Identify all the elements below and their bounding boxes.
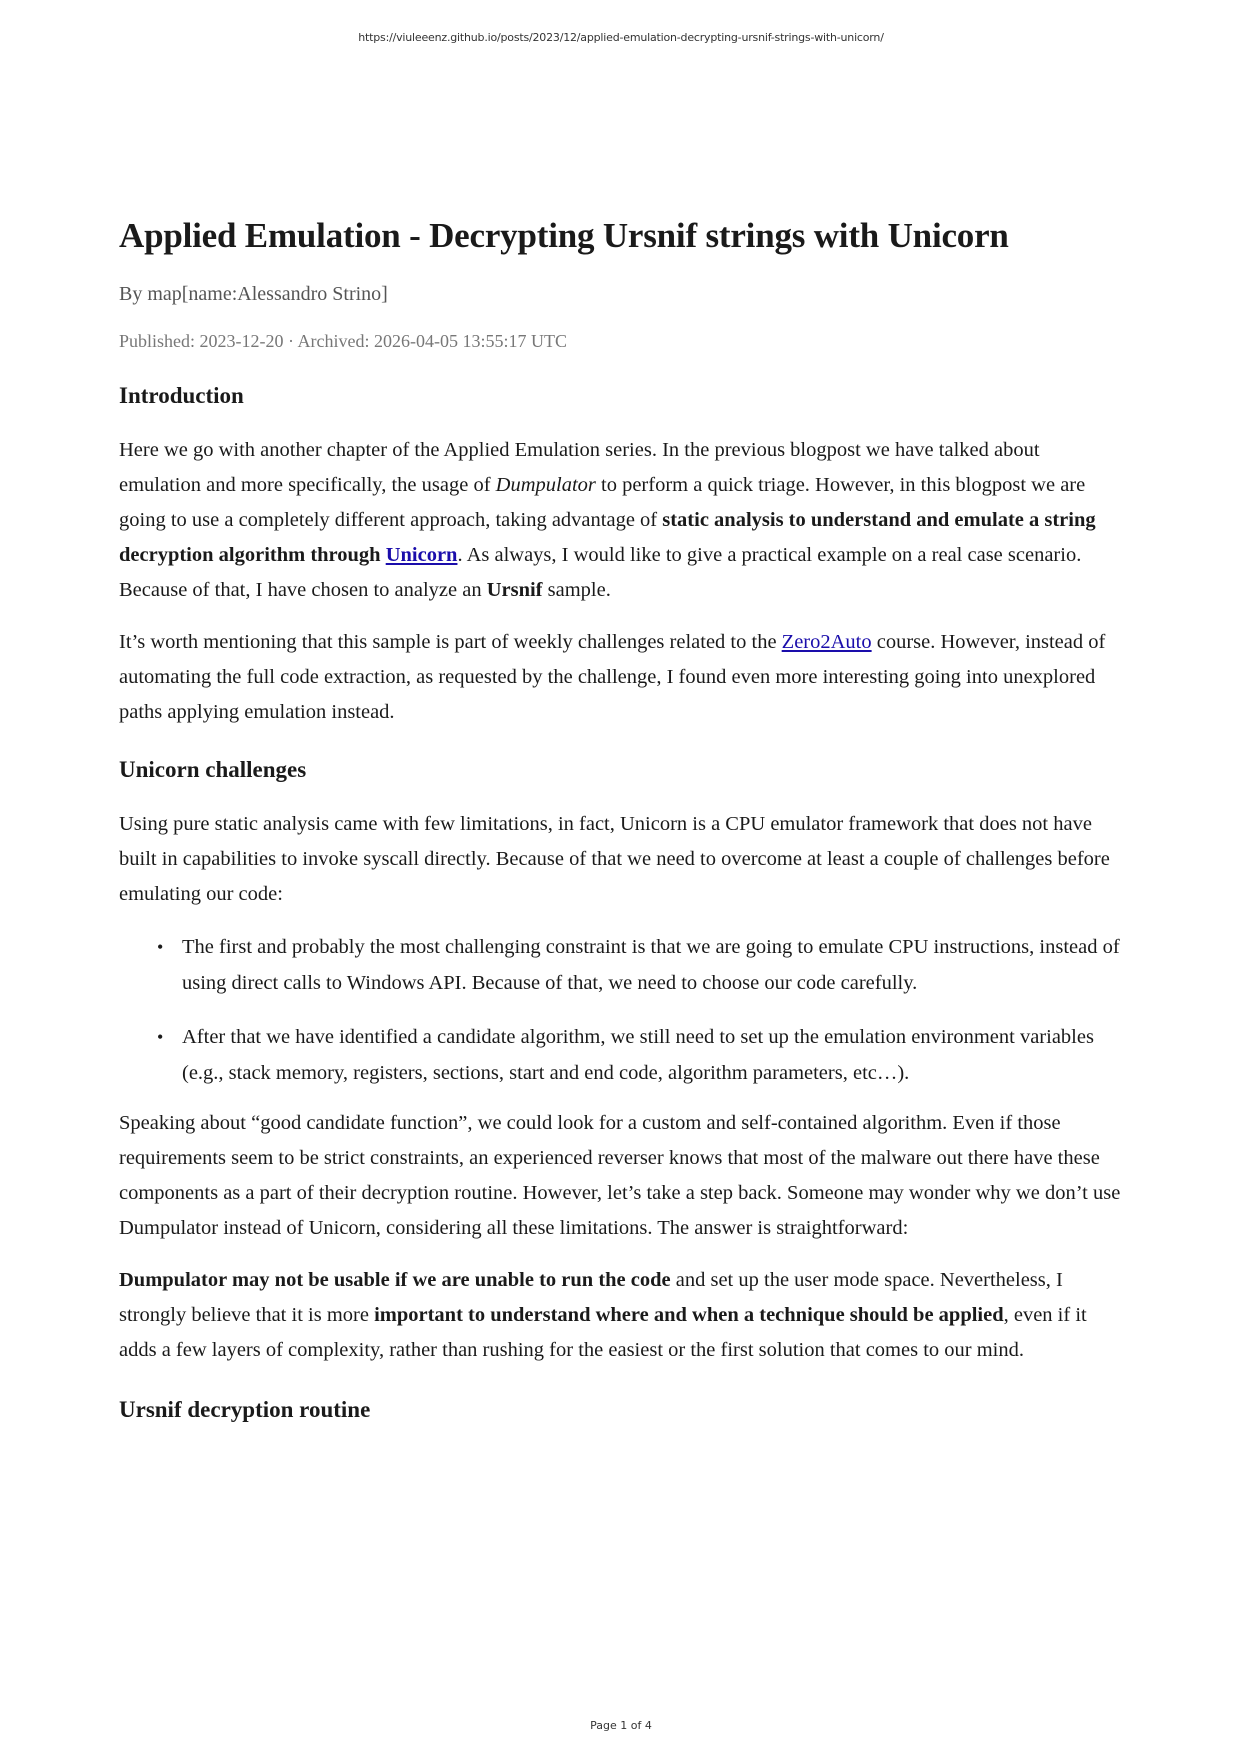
bold-text: Dumpulator may not be usable if we are unable to run the code	[119, 1269, 671, 1291]
text-span: to perform a quick triage. However, in this blogpost we are going to use a completely different approach, taking advantage of	[119, 474, 1086, 531]
bold-text: static analysis to understand and emulate a string decryption algorithm through	[119, 509, 1096, 566]
page-url-header: https://viuleeenz.github.io/posts/2023/12/applied-emulation-decrypting-ursnif-strings-with-unicorn/	[358, 31, 884, 44]
challenges-list	[119, 929, 1124, 1091]
dumpulator-paragraph	[119, 1263, 1124, 1368]
article-title: Applied Emulation - Decrypting Ursnif strings with Unicorn	[119, 216, 1009, 255]
bullet-icon: •	[157, 1027, 164, 1047]
bullet-icon: •	[157, 937, 164, 957]
unicorn-link[interactable]: Unicorn	[385, 544, 458, 566]
list-item-text: After that we have identified a candidate algorithm, we still need to set up the emulation environment variables (e.g., stack memory, registers, sections, start and end code, algorithm parameters, etc…).	[182, 1026, 1094, 1084]
list-item-text: The first and probably the most challenging constraint is that we are going to emulate CPU instructions, instead of using direct calls to Windows API. Because of that, we need to choose our code carefully.	[182, 936, 1120, 994]
article	[119, 208, 1124, 1425]
intro-paragraph-1	[119, 433, 1124, 608]
list-item	[157, 929, 1124, 1001]
text-span: . As always, I would like to give a practical example on a real case scenario. Because of that, I have chosen to analyze an	[119, 544, 1082, 601]
text-span: sample.	[542, 579, 611, 601]
text-span: course. However, instead of automating the full code extraction, as requested by the challenge, I found even more interesting going into unexplored paths applying emulation instead.	[119, 631, 1106, 723]
bold-ursnif: Ursnif	[486, 579, 543, 601]
text-span: , even if it adds a few layers of complexity, rather than rushing for the easiest or the first solution that comes to our mind.	[119, 1304, 1087, 1361]
section-heading-introduction: Introduction	[119, 383, 244, 408]
zero2auto-link[interactable]: Zero2Auto	[781, 631, 872, 653]
text-span: It’s worth mentioning that this sample is part of weekly challenges related to the	[119, 631, 782, 653]
page-number: Page 1 of 4	[590, 1719, 652, 1732]
text-span: and set up the user mode space. Nevertheless, I strongly believe that it is more	[119, 1269, 1063, 1326]
section-heading-ursnif-decryption-routine: Ursnif decryption routine	[119, 1397, 371, 1422]
list-item	[157, 1019, 1124, 1091]
candidate-function-paragraph: Speaking about “good candidate function”, we could look for a custom and self-contained algorithm. Even if those requirements seem to be strict constraints, an experienced reverser knows that most of the malware out there have these components as a part of their decryption routine. However, let’s take a step back. Someone may wonder why we don’t use Dumpulator instead of Unicorn, considering all these limitations. The answer is straightforward:	[119, 1112, 1121, 1239]
article-meta: Published: 2023-12-20 · Archived: 2026-04-05 13:55:17 UTC	[119, 331, 567, 351]
section-heading-unicorn-challenges: Unicorn challenges	[119, 757, 307, 782]
bold-text: important to understand where and when a technique should be applied	[374, 1304, 1004, 1326]
challenges-intro-paragraph: Using pure static analysis came with few limitations, in fact, Unicorn is a CPU emulator framework that does not have built in capabilities to invoke syscall directly. Because of that we need to overcome at least a couple of challenges before emulating our code:	[119, 813, 1110, 905]
italic-dumpulator: Dumpulator	[495, 474, 596, 496]
article-byline: By map[name:Alessandro Strino]	[119, 283, 388, 305]
text-span: Here we go with another chapter of the Applied Emulation series. In the previous blogpost we have talked about emulation and more specifically, the usage of	[119, 439, 1040, 496]
intro-paragraph-2	[119, 625, 1124, 730]
